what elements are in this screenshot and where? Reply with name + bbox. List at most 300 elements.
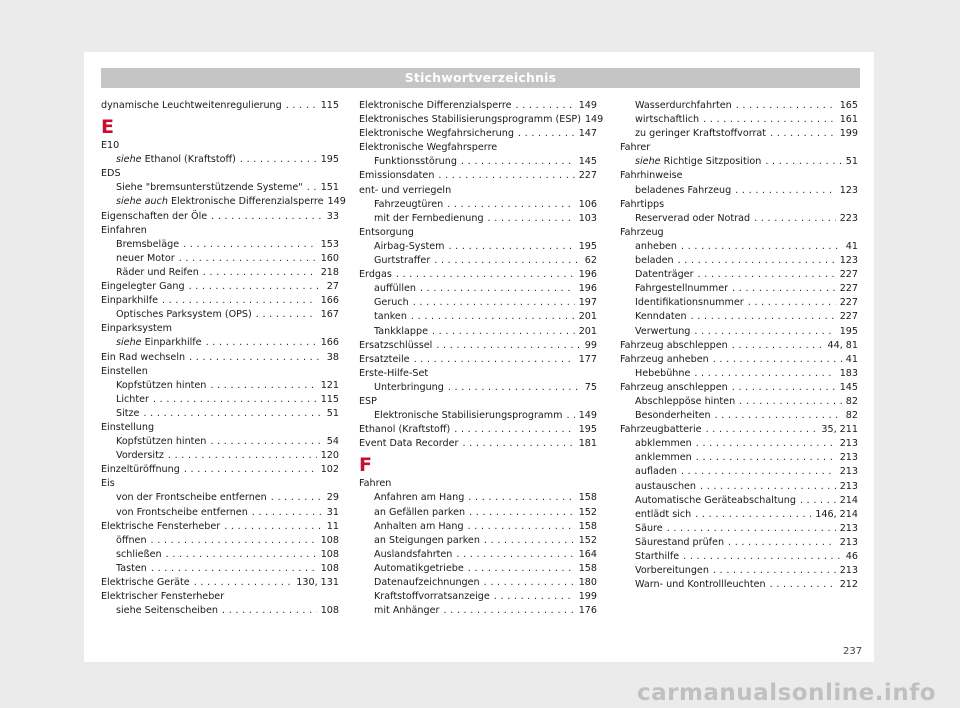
index-entry[interactable] [359,296,597,310]
dot-leader [147,534,317,548]
index-entry[interactable] [101,294,339,308]
entry-page: 35, 211 [821,424,858,436]
index-entry[interactable] [101,562,339,576]
index-entry[interactable] [620,381,858,395]
entry-label: austauschen [635,480,697,492]
index-entry[interactable] [359,381,597,395]
dot-leader [694,268,836,282]
entry-page: 115 [320,393,339,405]
entry-label: Fahrzeug anschleppen [620,381,728,393]
entry-page: 164 [578,548,597,560]
index-entry[interactable] [101,477,339,491]
index-entry[interactable] [101,336,339,350]
entry-label: Tankklappe [374,325,428,337]
index-entry[interactable] [101,506,339,520]
entry-label: an Steigungen parken [374,534,480,546]
entry-label: Anhalten am Hang [374,520,464,532]
index-entry[interactable] [101,548,339,562]
dot-leader [450,423,574,437]
entry-label: Fahrhinweise [620,170,683,182]
entry-page: 199 [578,591,597,603]
entry-page: 149 [584,114,604,126]
index-entry[interactable] [101,534,339,548]
index-entry[interactable] [359,353,597,367]
index-entry[interactable] [359,240,597,254]
dot-leader [185,351,323,365]
entry-page: 27 [326,281,339,293]
entry-page: 82 [845,395,858,407]
entry-page: 213 [839,536,858,548]
entry-label: Tasten [116,562,147,574]
entry-label: beladen [635,255,674,267]
entry-label: Identifikationsnummer [635,297,744,309]
index-entry[interactable] [101,139,339,153]
index-entry[interactable] [101,435,339,449]
index-entry[interactable] [620,437,858,451]
entry-label: Siehe "bremsunterstützende Systeme" [116,182,303,194]
dot-leader [162,548,317,562]
index-entry[interactable] [620,367,858,381]
index-entry[interactable] [101,322,339,336]
entry-page: 121 [320,379,339,391]
index-entry[interactable] [620,564,858,578]
index-entry[interactable] [620,550,858,564]
index-entry[interactable] [620,184,858,198]
entry-page: 181 [578,438,597,450]
dot-leader [699,113,836,127]
entry-page: 201 [578,325,597,337]
index-entry[interactable] [101,491,339,505]
entry-page: 130, 131 [296,577,339,588]
dot-leader [439,604,574,618]
dot-leader [410,353,575,367]
entry-label: an Gefällen parken [374,506,466,518]
index-entry[interactable] [359,282,597,296]
entry-page: 120 [320,450,339,462]
entry-label: Fahrzeug abschleppen [620,339,728,351]
index-entry[interactable] [359,339,597,353]
entry-page: 177 [578,353,597,365]
dot-leader [796,494,836,508]
index-entry[interactable] [620,198,858,212]
dot-leader [444,240,574,254]
index-entry[interactable] [359,604,597,618]
dot-leader [766,127,836,141]
index-entry[interactable] [359,127,597,141]
dot-leader [458,437,574,451]
index-entry[interactable] [101,590,339,604]
dot-leader [663,522,836,536]
entry-label: Eis [101,478,115,490]
index-entry[interactable] [620,268,858,282]
dot-leader [185,280,323,294]
index-entry[interactable] [101,604,339,618]
dot-leader [206,379,316,393]
index-entry[interactable] [359,562,597,576]
dot-leader [690,367,835,381]
entry-page: 115 [320,100,339,111]
entry-label: Verwertung [635,325,691,337]
dot-leader [696,480,836,494]
entry-label: von der Frontscheibe entfernen [116,492,267,504]
entry-page: 213 [839,438,858,450]
index-entry[interactable] [359,268,597,282]
entry-label: Ein Rad wechseln [101,351,186,363]
index-entry[interactable] [359,254,597,268]
index-entry[interactable] [620,282,858,296]
page-number: 237 [843,646,863,657]
dot-leader [457,155,575,169]
entry-label: Vordersitz [116,450,164,462]
entry-page: 214 [839,494,858,506]
entry-label: Elektrische Fensterheber [101,520,221,532]
entry-label: Richtige Sitzposition [660,156,762,168]
dot-leader [444,381,581,395]
entry-label: mit Anhänger [374,605,440,617]
index-entry[interactable] [359,423,597,437]
dot-leader [702,423,818,437]
dot-leader [158,294,317,308]
entry-label: Event Data Recorder [359,438,459,450]
dot-leader [709,353,842,367]
dot-leader [409,296,575,310]
dot-leader [464,491,574,505]
entry-label: Fahrtipps [620,198,665,210]
index-entry[interactable] [359,198,597,212]
dot-leader [179,238,317,252]
index-entry[interactable] [359,491,597,505]
index-entry[interactable] [620,310,858,324]
index-entry[interactable] [620,99,858,113]
index-entry[interactable] [620,325,858,339]
dot-leader [750,212,836,226]
entry-page: 212 [839,579,858,591]
index-entry[interactable] [359,520,597,534]
index-entry[interactable] [620,127,858,141]
index-entry[interactable] [101,520,339,534]
entry-page: 146, 214 [815,508,858,520]
entry-page: 165 [839,100,858,111]
dot-leader [199,266,317,280]
entry-page: 103 [578,212,597,224]
entry-page: 160 [320,252,339,264]
index-entry[interactable] [620,141,858,155]
entry-label: ent- und verriegeln [359,184,452,196]
entry-label: Kopfstützen hinten [116,379,207,391]
dot-leader [674,254,836,268]
dot-leader [766,578,836,592]
entry-label: Elektrischer Fensterheber [101,591,225,603]
dot-leader [252,308,317,322]
dot-leader [761,155,841,169]
index-entry[interactable] [359,367,597,381]
entry-page: 145 [578,156,597,168]
entry-label: wirtschaftlich [635,114,700,126]
entry-label: Besonderheiten [635,410,711,422]
dot-leader [677,240,842,254]
index-entry[interactable] [620,480,858,494]
index-entry[interactable] [101,308,339,322]
index-entry[interactable] [620,536,858,550]
dot-leader [735,395,842,409]
index-entry[interactable] [101,449,339,463]
index-entry[interactable] [359,155,597,169]
index-entry[interactable] [101,252,339,266]
entry-page: 161 [839,114,858,126]
entry-label: Einstellung [101,421,155,433]
entry-page: 11 [326,520,339,532]
index-entry[interactable] [620,226,858,240]
index-entry[interactable] [620,578,858,592]
entry-label: Abschleppöse hinten [635,395,736,407]
dot-leader [679,550,842,564]
entry-page: 149 [578,410,597,422]
dot-leader [490,590,575,604]
dot-leader [267,491,323,505]
index-entry[interactable] [101,167,339,181]
entry-label: schließen [116,548,162,560]
entry-label: dynamische Leuchtweitenregulierung [101,100,282,111]
entry-label: Ethanol (Kraftstoff) [141,154,236,166]
entry-label: entlädt sich [635,508,692,520]
index-entry[interactable] [359,534,597,548]
index-entry[interactable] [620,296,858,310]
entry-label: Erdgas [359,269,392,281]
dot-leader [692,437,836,451]
entry-page: 62 [584,255,597,267]
dot-leader [691,508,811,522]
index-entry[interactable] [101,153,339,167]
dot-leader [677,465,836,479]
entry-page: 145 [839,381,858,393]
index-entry[interactable] [359,477,597,491]
entry-page: 106 [578,198,597,210]
entry-page: 149 [578,100,597,111]
entry-page: 33 [326,210,339,222]
entry-page: 213 [839,565,858,577]
entry-page: 152 [578,506,597,518]
index-entry[interactable] [101,379,339,393]
entry-label: Entsorgung [359,226,414,238]
entry-page: 41 [845,240,858,252]
index-entry[interactable] [359,395,597,409]
entry-page: 108 [320,562,339,574]
entry-page: 183 [839,367,858,379]
entry-label: Vorbereitungen [635,565,709,577]
dot-leader [220,520,323,534]
entry-label: Elektronische Differenzialsperre [359,100,512,111]
index-entry[interactable] [101,195,346,209]
entry-page: 158 [578,492,597,504]
entry-label: beladenes Fahrzeug [635,184,732,196]
entry-page: 51 [326,407,339,419]
dot-leader [690,325,835,339]
index-entry[interactable] [620,113,858,127]
index-entry[interactable] [359,212,597,226]
index-entry[interactable] [101,351,339,365]
index-entry[interactable] [620,508,858,522]
index-entry[interactable] [620,155,858,169]
entry-label: Erste-Hilfe-Set [359,367,429,379]
index-entry[interactable] [620,494,858,508]
entry-page: 195 [578,240,597,252]
index-entry[interactable] [620,395,858,409]
entry-label: Funktionsstörung [374,156,457,168]
entry-label: Optisches Parksystem (OPS) [116,309,252,321]
entry-page: 227 [839,297,858,309]
entry-page: 166 [320,337,339,349]
entry-label: abklemmen [635,438,692,450]
entry-page: 75 [584,381,597,393]
dot-leader [724,536,836,550]
dot-leader [282,99,317,113]
index-entry[interactable] [359,169,597,183]
index-entry[interactable] [620,339,858,353]
index-entry[interactable] [101,224,339,238]
entry-label: Kenndaten [635,311,687,323]
entry-label: öffnen [116,534,147,546]
index-entry[interactable] [620,353,858,367]
index-entry[interactable] [101,266,339,280]
see-reference: siehe [635,156,661,168]
entry-label: Elektrische Geräte [101,577,190,588]
entry-label: Einparkhilfe [101,295,158,307]
entry-label: Elektronische Differenzialsperre [167,196,324,208]
index-entry[interactable] [359,141,597,155]
entry-label: Ersatzteile [359,353,410,365]
entry-label: zu geringer Kraftstoffvorrat [635,128,767,140]
entry-page: 123 [839,184,858,196]
index-entry[interactable] [359,437,597,451]
entry-page: 51 [845,156,858,168]
index-entry[interactable] [620,465,858,479]
dot-leader [687,310,836,324]
index-entry[interactable] [359,310,597,324]
entry-label: Auslandsfahrten [374,548,453,560]
dot-leader [465,506,575,520]
entry-label: von Frontscheibe entfernen [116,506,248,518]
dot-leader [464,562,575,576]
index-entry[interactable] [359,590,597,604]
index-entry[interactable] [101,407,339,421]
entry-label: auffüllen [374,283,416,295]
index-entry[interactable] [101,210,339,224]
dot-leader [732,99,836,113]
dot-leader [206,435,322,449]
index-entry[interactable] [620,451,858,465]
dot-leader [207,210,323,224]
entry-label: Kraftstoffvorratsanzeige [374,591,490,603]
entry-label: Unterbringung [374,381,444,393]
dot-leader [190,576,293,590]
entry-page: 158 [578,520,597,532]
entry-label: mit der Fernbedienung [374,212,484,224]
dot-leader [392,268,575,282]
index-entry[interactable] [359,548,597,562]
dot-leader [236,153,317,167]
watermark-logo: carmanualsonline.info [636,680,936,706]
section-letter: F [359,454,372,477]
index-entry[interactable] [101,393,339,407]
entry-label: Einparkhilfe [141,337,202,349]
index-entry[interactable] [101,463,339,477]
entry-label: Warn- und Kontrollleuchten [635,579,766,591]
index-entry[interactable] [359,99,597,113]
index-entry[interactable] [101,181,339,195]
entry-page: 176 [578,605,597,617]
dot-leader [443,198,574,212]
index-entry[interactable] [359,325,597,339]
entry-page: 108 [320,605,339,617]
index-entry[interactable] [620,240,858,254]
entry-label: Sitze [116,407,140,419]
dot-leader [303,181,317,195]
dot-leader [562,409,574,423]
index-entry[interactable] [620,212,858,226]
entry-page: 167 [320,309,339,321]
index-entry[interactable] [620,169,858,183]
index-entry[interactable] [620,522,858,536]
index-entry[interactable] [359,506,597,520]
entry-page: 223 [839,212,858,224]
entry-label: Elektronische Wegfahrsicherung [359,128,514,140]
dot-leader [430,254,581,268]
entry-page: 102 [320,464,339,476]
entry-label: Kopfstützen hinten [116,436,207,448]
entry-page: 196 [578,269,597,281]
index-entry[interactable] [101,576,339,590]
index-entry[interactable] [620,254,858,268]
entry-label: Fahrzeug anheben [620,353,709,365]
index-entry[interactable] [359,113,604,127]
entry-page: 197 [578,297,597,309]
entry-page: 99 [584,339,597,351]
entry-page: 213 [839,452,858,464]
entry-page: 195 [320,154,339,166]
entry-label: Fahrgestellnummer [635,283,729,295]
entry-page: 213 [839,466,858,478]
dot-leader [464,520,575,534]
entry-page: 213 [839,480,858,492]
see-reference: siehe [116,154,142,166]
index-entry[interactable] [101,365,339,379]
dot-leader [480,534,575,548]
entry-label: Elektronische Wegfahrsperre [359,142,498,154]
index-entry[interactable] [101,238,339,252]
index-entry[interactable] [359,184,597,198]
index-entry[interactable] [101,99,339,113]
entry-page: 195 [578,424,597,436]
index-entry[interactable] [620,409,858,423]
entry-label: neuer Motor [116,252,175,264]
index-entry[interactable] [101,421,339,435]
entry-label: Wasserdurchfahrten [635,100,732,111]
see-reference: siehe auch [116,196,168,208]
index-entry[interactable] [359,409,597,423]
entry-page: 227 [578,170,597,182]
index-entry[interactable] [620,423,858,437]
entry-page: 196 [578,283,597,295]
entry-page: 46 [845,551,858,562]
dot-leader [512,99,575,113]
index-entry[interactable] [359,576,597,590]
index-entry[interactable] [101,280,339,294]
dot-leader [428,325,575,339]
entry-page: 54 [326,436,339,448]
entry-label: Räder und Reifen [116,266,199,278]
index-entry[interactable] [359,226,597,240]
dot-leader [432,339,580,353]
